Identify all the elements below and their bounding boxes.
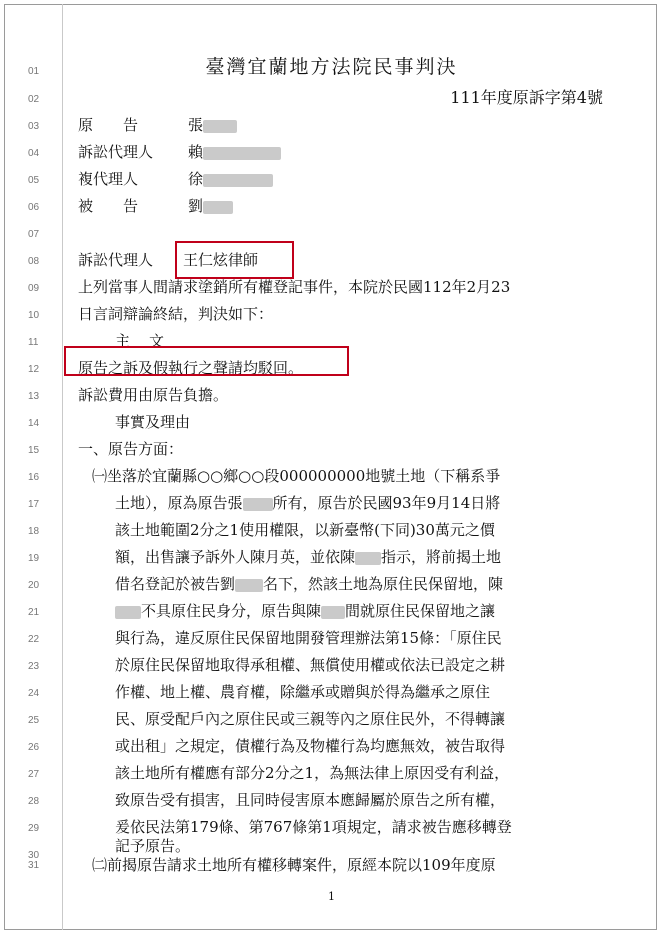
line-number: 30 bbox=[28, 850, 40, 861]
line-number: 28 bbox=[28, 796, 40, 807]
line-number: 04 bbox=[28, 148, 40, 159]
body-line-21: 不具原住民身分，原告與陳 間就原住民保留地之讓 bbox=[115, 601, 495, 621]
judgment-main-text: 原告之訴及假執行之聲請均駁回。 bbox=[78, 359, 304, 377]
body-line-09: 上列當事人間請求塗銷所有權登記事件，本院於民國112年2月23 bbox=[78, 278, 511, 296]
redaction-mark bbox=[203, 174, 273, 187]
sub-agent-label: 複代理人 bbox=[78, 170, 139, 188]
line-number: 09 bbox=[28, 283, 40, 294]
defendant-label: 被 告 bbox=[78, 197, 139, 215]
line-number: 26 bbox=[28, 742, 40, 753]
body-line-24: 作權、地上權、農育權，除繼承或贈與於得為繼承之原住 bbox=[115, 683, 491, 701]
line-number: 27 bbox=[28, 769, 40, 780]
line-number: 11 bbox=[28, 337, 39, 348]
body-line-31: ㈡前揭原告請求土地所有權移轉案件，原經本院以109年度原 bbox=[92, 856, 496, 874]
plaintiff-label: 原 告 bbox=[78, 116, 139, 134]
line-number: 22 bbox=[28, 634, 40, 645]
line-number: 16 bbox=[28, 472, 40, 483]
redaction-mark bbox=[243, 498, 273, 511]
line-number: 02 bbox=[28, 94, 40, 105]
defendant-name: 劉 bbox=[188, 196, 233, 216]
sub-agent-name: 徐 bbox=[188, 169, 273, 189]
body-line-26: 或出租」之規定，債權行為及物權行為均應無效，被告取得 bbox=[115, 737, 506, 755]
line-number: 12 bbox=[28, 364, 40, 375]
body-line-30: 記予原告。 bbox=[115, 837, 191, 855]
line-number: 20 bbox=[28, 580, 40, 591]
line-number: 01 bbox=[28, 66, 40, 77]
agent-label: 訴訟代理人 bbox=[78, 143, 154, 161]
redaction-mark bbox=[115, 606, 141, 619]
main-text-heading: 主 文 bbox=[115, 332, 167, 350]
line-number: 13 bbox=[28, 391, 40, 402]
line-number: 08 bbox=[28, 256, 40, 267]
body-line-16: ㈠坐落於宜蘭縣○○鄉○○段000000000地號土地（下稱系爭 bbox=[92, 467, 501, 485]
highlight-box-agent bbox=[175, 241, 294, 279]
body-line-22: 與行為，違反原住民保留地開發管理辦法第15條：「原住民 bbox=[115, 629, 502, 647]
line-number-divider bbox=[62, 4, 63, 930]
redaction-mark bbox=[235, 579, 263, 592]
body-line-13: 訴訟費用由原告負擔。 bbox=[78, 386, 229, 404]
line-number: 23 bbox=[28, 661, 40, 672]
redaction-mark bbox=[321, 606, 345, 619]
redaction-mark bbox=[203, 120, 237, 133]
page-number: 1 bbox=[328, 890, 335, 903]
line-number: 19 bbox=[28, 553, 40, 564]
page-title: 臺灣宜蘭地方法院民事判決 bbox=[205, 56, 458, 78]
body-line-19: 額，出售讓予訴外人陳月英，並依陳 指示，將前揭土地 bbox=[115, 548, 502, 566]
defendant-agent-label: 訴訟代理人 bbox=[78, 251, 154, 269]
facts-reasons-heading: 事實及理由 bbox=[115, 413, 191, 431]
body-line-23: 於原住民保留地取得承租權、無償使用權或依法已設定之耕 bbox=[115, 656, 506, 674]
plaintiff-name: 張 bbox=[188, 115, 237, 135]
line-number: 25 bbox=[28, 715, 40, 726]
body-line-18: 該土地範圍2分之1使用權限，以新臺幣(下同)30萬元之價 bbox=[115, 521, 495, 539]
redaction-mark bbox=[203, 147, 281, 160]
line-number: 06 bbox=[28, 202, 40, 213]
line-number: 18 bbox=[28, 526, 40, 537]
redaction-mark bbox=[203, 201, 233, 214]
line-number: 21 bbox=[28, 607, 40, 618]
line-number: 24 bbox=[28, 688, 40, 699]
highlight-box-judgment bbox=[64, 346, 349, 376]
line-number: 05 bbox=[28, 175, 40, 186]
line-number: 29 bbox=[28, 823, 40, 834]
case-number: 111年度原訴字第4號 bbox=[450, 88, 603, 107]
line-number: 07 bbox=[28, 229, 40, 240]
body-line-27: 該土地所有權應有部分2分之1，為無法律上原因受有利益， bbox=[115, 764, 510, 782]
body-line-28: 致原告受有損害，且同時侵害原本應歸屬於原告之所有權， bbox=[115, 791, 506, 809]
line-number: 10 bbox=[28, 310, 40, 321]
body-line-29: 爰依民法第179條、第767條第1項規定，請求被告應移轉登 bbox=[115, 818, 512, 836]
line-number: 14 bbox=[28, 418, 40, 429]
line-number: 17 bbox=[28, 499, 40, 510]
line-number: 15 bbox=[28, 445, 40, 456]
redaction-mark bbox=[355, 552, 381, 565]
body-line-17: 土地），原為原告張 所有，原告於民國93年9月14日將 bbox=[115, 494, 501, 512]
section-heading: 一、原告方面： bbox=[78, 440, 184, 458]
defendant-agent-name: 王仁炫律師 bbox=[183, 251, 259, 269]
agent-name: 賴 bbox=[188, 142, 281, 162]
line-number: 31 bbox=[28, 860, 40, 871]
body-line-10: 日言詞辯論終結，判決如下： bbox=[78, 305, 274, 323]
body-line-20: 借名登記於被告劉 名下，然該土地為原住民保留地，陳 bbox=[115, 575, 504, 593]
body-line-25: 民、原受配戶內之原住民或三親等內之原住民外，不得轉讓 bbox=[115, 710, 506, 728]
line-number: 03 bbox=[28, 121, 40, 132]
